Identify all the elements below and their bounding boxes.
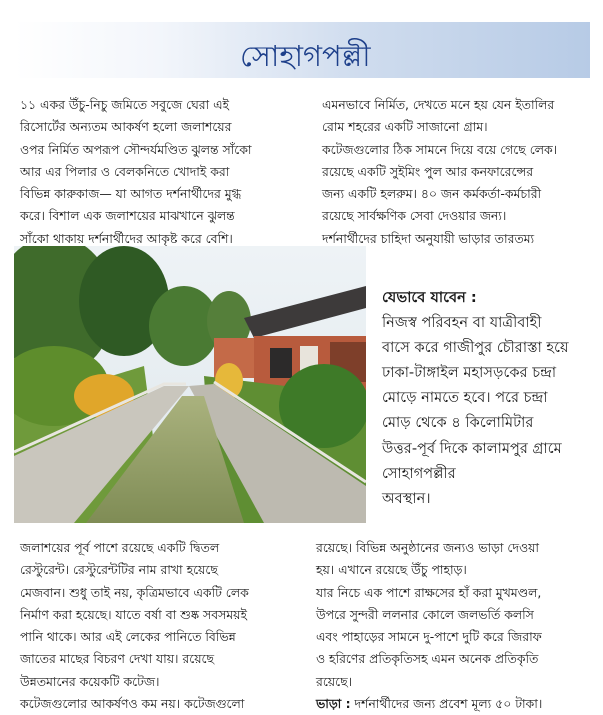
text-line: হয়। এখানে রয়েছে উঁচু পাহাড়। <box>316 562 467 578</box>
text-line: বাসে করে গাজীপুর চৌরাস্তা হয়ে <box>382 339 569 357</box>
text-line: নির্মাণ করা হয়েছে। যাতে বর্ষা বা শুষ্ক সবসময়ই <box>20 606 247 622</box>
intro-right-column <box>322 94 557 250</box>
text-line: জাতের মাছের বিচরণ দেখা যায়। রয়েছে <box>20 651 214 667</box>
text-line: রয়েছে একটি সুইমিং পুল আর কনফারেন্সের <box>322 163 534 179</box>
text-line: উপরে সুন্দরী ললনার কোলে জলভর্তি কলসি <box>316 606 534 622</box>
intro-left-column <box>20 94 252 250</box>
bottom-right-column <box>316 537 542 715</box>
bottom-left-column <box>20 537 249 715</box>
fare-label: ভাড়া : <box>316 696 351 712</box>
resort-photo <box>14 246 366 523</box>
text-line: রিসোর্টের অন্যতম আকর্ষণ হলো জলাশয়ের <box>20 119 232 135</box>
text-line: রয়েছে। <box>316 673 353 689</box>
text-line: রেস্টুরেন্ট। রেস্টুরেন্টটির নাম রাখা হয়েছে <box>20 562 218 578</box>
text-line: উত্তর-পূর্ব দিকে কালামপুর গ্রামে <box>382 439 562 457</box>
text-line: মেজবান। শুধু তাই নয়, কৃত্রিমভাবে একটি লেক <box>20 584 249 600</box>
article-title: সোহাগপল্লী <box>240 39 371 73</box>
text-line: এবং পাহাড়ের সামনে দু-পাশে দুটি করে জিরাফ <box>316 629 542 645</box>
text-line: রয়েছে সার্বক্ষণিক সেবা দেওয়ার জন্য। <box>322 208 507 224</box>
text-line: যার নিচে এক পাশে রাক্ষসের হাঁ করা মুখমণ্ডল, <box>316 584 542 600</box>
how-to-go-section <box>382 285 569 511</box>
text-line: সোহাগপল্লীর <box>382 464 456 482</box>
text-line: বিভিন্ন কারুকাজ— যা আগত দর্শনার্থীদের মুগ্ধ <box>20 186 242 202</box>
text-line: ওপর নির্মিত অপরূপ সৌন্দর্যমণ্ডিত ঝুলন্ত সাঁকো <box>20 141 252 157</box>
text-line: ও হরিণের প্রতিকৃতিসহ এমন অনেক প্রতিকৃতি <box>316 651 539 667</box>
text-line: এমনভাবে নির্মিত, দেখতে মনে হয় যেন ইতালির <box>322 97 555 112</box>
text-line: কটেজগুলোর আকর্ষণও কম নয়। কটেজগুলো <box>20 696 245 712</box>
text-line: অবস্থান। <box>382 489 431 507</box>
text-line: ঢাকা-টাঙ্গাইল মহাসড়কের চন্দ্রা <box>382 364 557 382</box>
text-line: সাঁকো থাকায় দর্শনার্থীদের আকৃষ্ট করে বেশি। <box>20 230 233 246</box>
text-line: পানি থাকে। আর এই লেকের পানিতে বিভিন্ন <box>20 629 236 645</box>
text-line: কটেজগুলোর ঠিক সামনে দিয়ে বয়ে গেছে লেক। <box>322 141 558 157</box>
fare-text: দর্শনার্থীদের জন্য প্রবেশ মূল্য ৫০ টাকা। <box>350 696 543 712</box>
text-line: করে। বিশাল এক জলাশয়ের মাঝখানে ঝুলন্ত <box>20 208 235 224</box>
text-line: মোড়ে নামতে হবে। পরে চন্দ্রা <box>382 389 548 407</box>
text-line: ১১ একর উঁচু-নিচু জমিতে সবুজে ঘেরা এই <box>20 97 229 112</box>
text-line: আর এর পিলার ও বেলকনিতে খোদাই করা <box>20 163 230 179</box>
text-line: জন্য একটি হলরুম। ৪০ জন কর্মকর্তা-কর্মচারী <box>322 186 542 202</box>
text-line: রোম শহরের একটি সাজানো গ্রাম। <box>322 119 488 135</box>
text-line: জলাশয়ের পূর্ব পাশে রয়েছে একটি দ্বিতল <box>20 540 220 555</box>
fare-line <box>316 693 542 715</box>
text-line: নিজস্ব পরিবহন বা যাত্রীবাহী <box>382 314 542 332</box>
text-line: মোড় থেকে ৪ কিলোমিটার <box>382 414 534 432</box>
text-line: দর্শনার্থীদের চাহিদা অনুযায়ী ভাড়ার তারতম্য <box>322 230 535 246</box>
resort-photo-illustration <box>14 246 366 523</box>
text-line: রয়েছে। বিভিন্ন অনুষ্ঠানের জন্যও ভাড়া দেওয়া <box>316 540 539 555</box>
text-line: উন্নতমানের কয়েকটি কটেজ। <box>20 673 160 689</box>
how-to-go-heading: যেভাবে যাবেন : <box>382 289 477 306</box>
